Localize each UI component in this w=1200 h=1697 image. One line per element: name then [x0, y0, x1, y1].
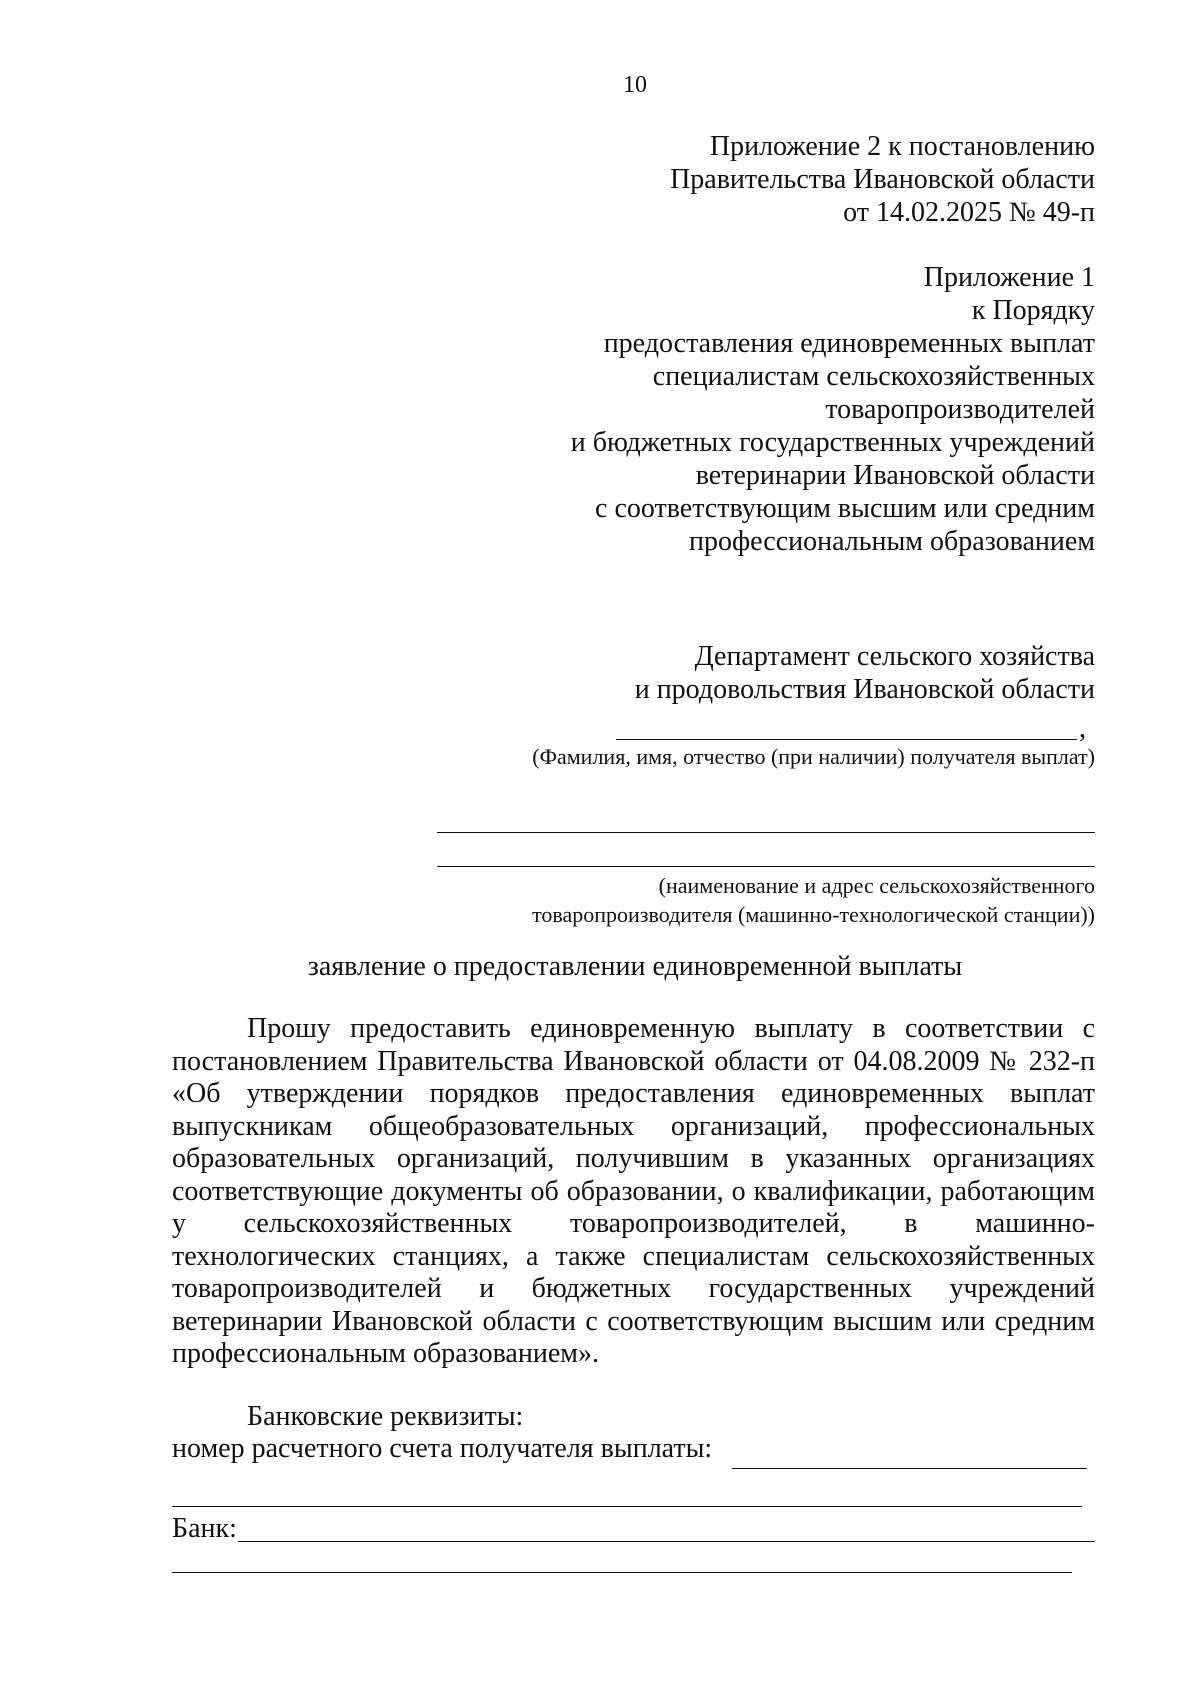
annex-1-line: предоставления единовременных выплат [603, 328, 1095, 359]
department-line: Департамент сельского хозяйства [694, 641, 1095, 672]
annex-1-line: специалистам сельскохозяйственных [652, 361, 1095, 392]
producer-name-field[interactable] [437, 832, 1095, 833]
annex-2-line: от 14.02.2025 № 49-п [843, 197, 1095, 228]
addressee-department [635, 640, 1095, 706]
annex-1-line: товаропроизводителей [825, 394, 1095, 425]
recipient-name-caption: (Фамилия, имя, отчество (при наличии) получателя выплат) [532, 744, 1095, 769]
account-number-field-continued[interactable] [172, 1506, 1082, 1507]
account-number-field[interactable] [732, 1468, 1087, 1469]
bank-label: Банк: [172, 1513, 237, 1544]
annex-1-line: Приложение 1 [923, 262, 1095, 293]
application-title: заявление о предоставлении единовременной выплаты [307, 951, 963, 982]
bank-name-field-continued[interactable] [172, 1572, 1072, 1573]
application-body [172, 1013, 1095, 1371]
annex-2-line: Приложение 2 к постановлению [709, 131, 1095, 162]
producer-caption-line: товаропроизводителя (машинно-технологической станции)) [532, 902, 1095, 927]
account-number-label: номер расчетного счета получателя выплаты: [172, 1433, 713, 1464]
annex-1-line: профессиональным образованием [689, 526, 1095, 557]
bank-details-heading: Банковские реквизиты: [247, 1401, 524, 1432]
annex-2-header [670, 130, 1095, 229]
annex-1-line: с соответствующим высшим или средним [595, 493, 1095, 524]
annex-1-line: ветеринарии Ивановской области [695, 460, 1095, 491]
annex-1-line: и бюджетных государственных учреждений [570, 427, 1095, 458]
department-line: и продовольствия Ивановской области [634, 674, 1095, 705]
annex-2-line: Правительства Ивановской области [670, 164, 1095, 195]
recipient-name-field[interactable] [616, 739, 1077, 740]
producer-address-field[interactable] [437, 866, 1095, 867]
application-paragraph: Прошу предоставить единовременную выплату в соответствии с постановлением Правительства Ивановской области от 04.08.2009 № 232-п «Об утверждении порядков предоставления единовременных выплат выпускникам общеобразовательных организаций, профессиональных образовательных организаций, получившим в указанных организациях соответствующие документы об образовании, о квалификации, работающим у сельскохозяйственных товаропроизводителей, в машинно-технологических станциях, а также специалистам сельскохозяйственных товаропроизводителей и бюджетных государственных учреждений ветеринарии Ивановской области с соответствующим высшим или средним профессиональным образованием». [172, 1013, 1095, 1369]
annex-1-header [571, 261, 1095, 558]
bank-name-field[interactable] [238, 1541, 1095, 1542]
producer-caption-line: (наименование и адрес сельскохозяйственного [658, 873, 1095, 898]
recipient-name-comma: , [1079, 713, 1086, 744]
page-number: 10 [623, 72, 647, 98]
annex-1-line: к Порядку [971, 295, 1095, 326]
